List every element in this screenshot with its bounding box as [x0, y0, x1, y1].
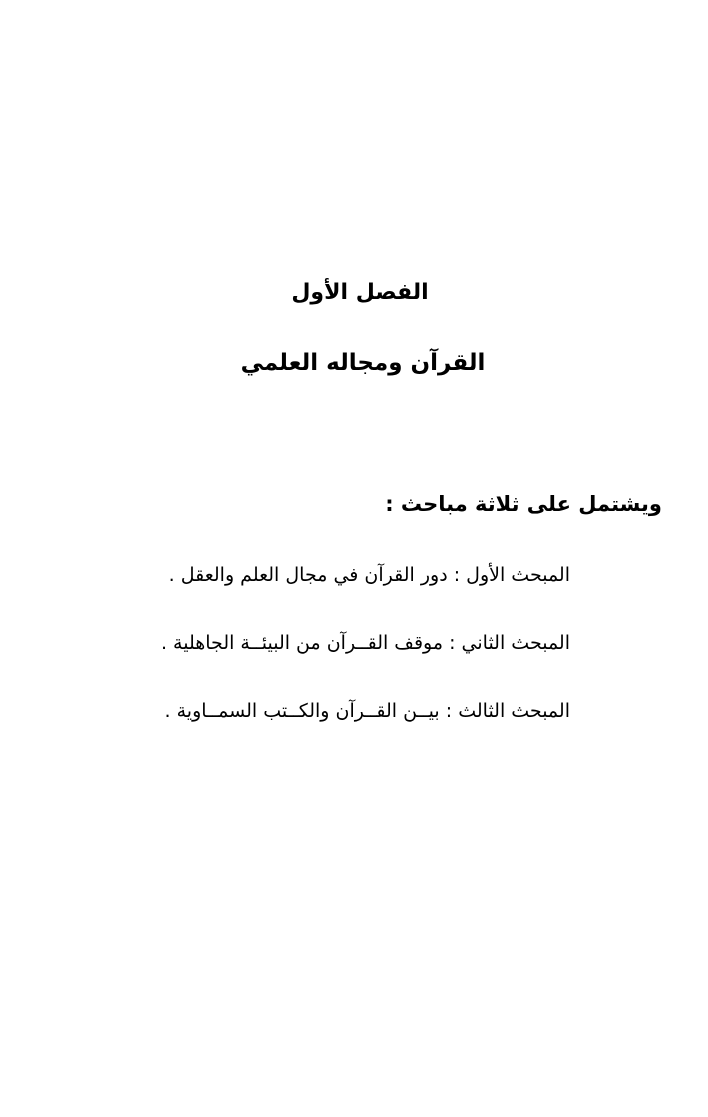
- list-item: [161, 628, 570, 696]
- section-separator: :: [439, 700, 459, 722]
- list-item: [161, 696, 570, 764]
- chapter-subtitle: القرآن ومجاله العلمي: [240, 350, 486, 376]
- section-list: [161, 560, 570, 764]
- section-separator: :: [447, 564, 467, 586]
- intro-text: ويشتمل على ثلاثة مباحث :: [385, 492, 662, 516]
- section-text: بيــن القــرآن والكــتب السمــاوية .: [164, 700, 440, 722]
- chapter-title: الفصل الأول: [291, 280, 429, 305]
- section-text: دور القرآن في مجال العلم والعقل .: [168, 564, 448, 586]
- section-text: موقف القــرآن من البيئــة الجاهلية .: [160, 632, 444, 654]
- list-item: [161, 560, 570, 628]
- section-separator: :: [443, 632, 462, 654]
- section-label: المبحث الأول: [466, 564, 570, 586]
- section-label: المبحث الثالث: [458, 700, 570, 722]
- section-label: المبحث الثاني: [461, 632, 570, 654]
